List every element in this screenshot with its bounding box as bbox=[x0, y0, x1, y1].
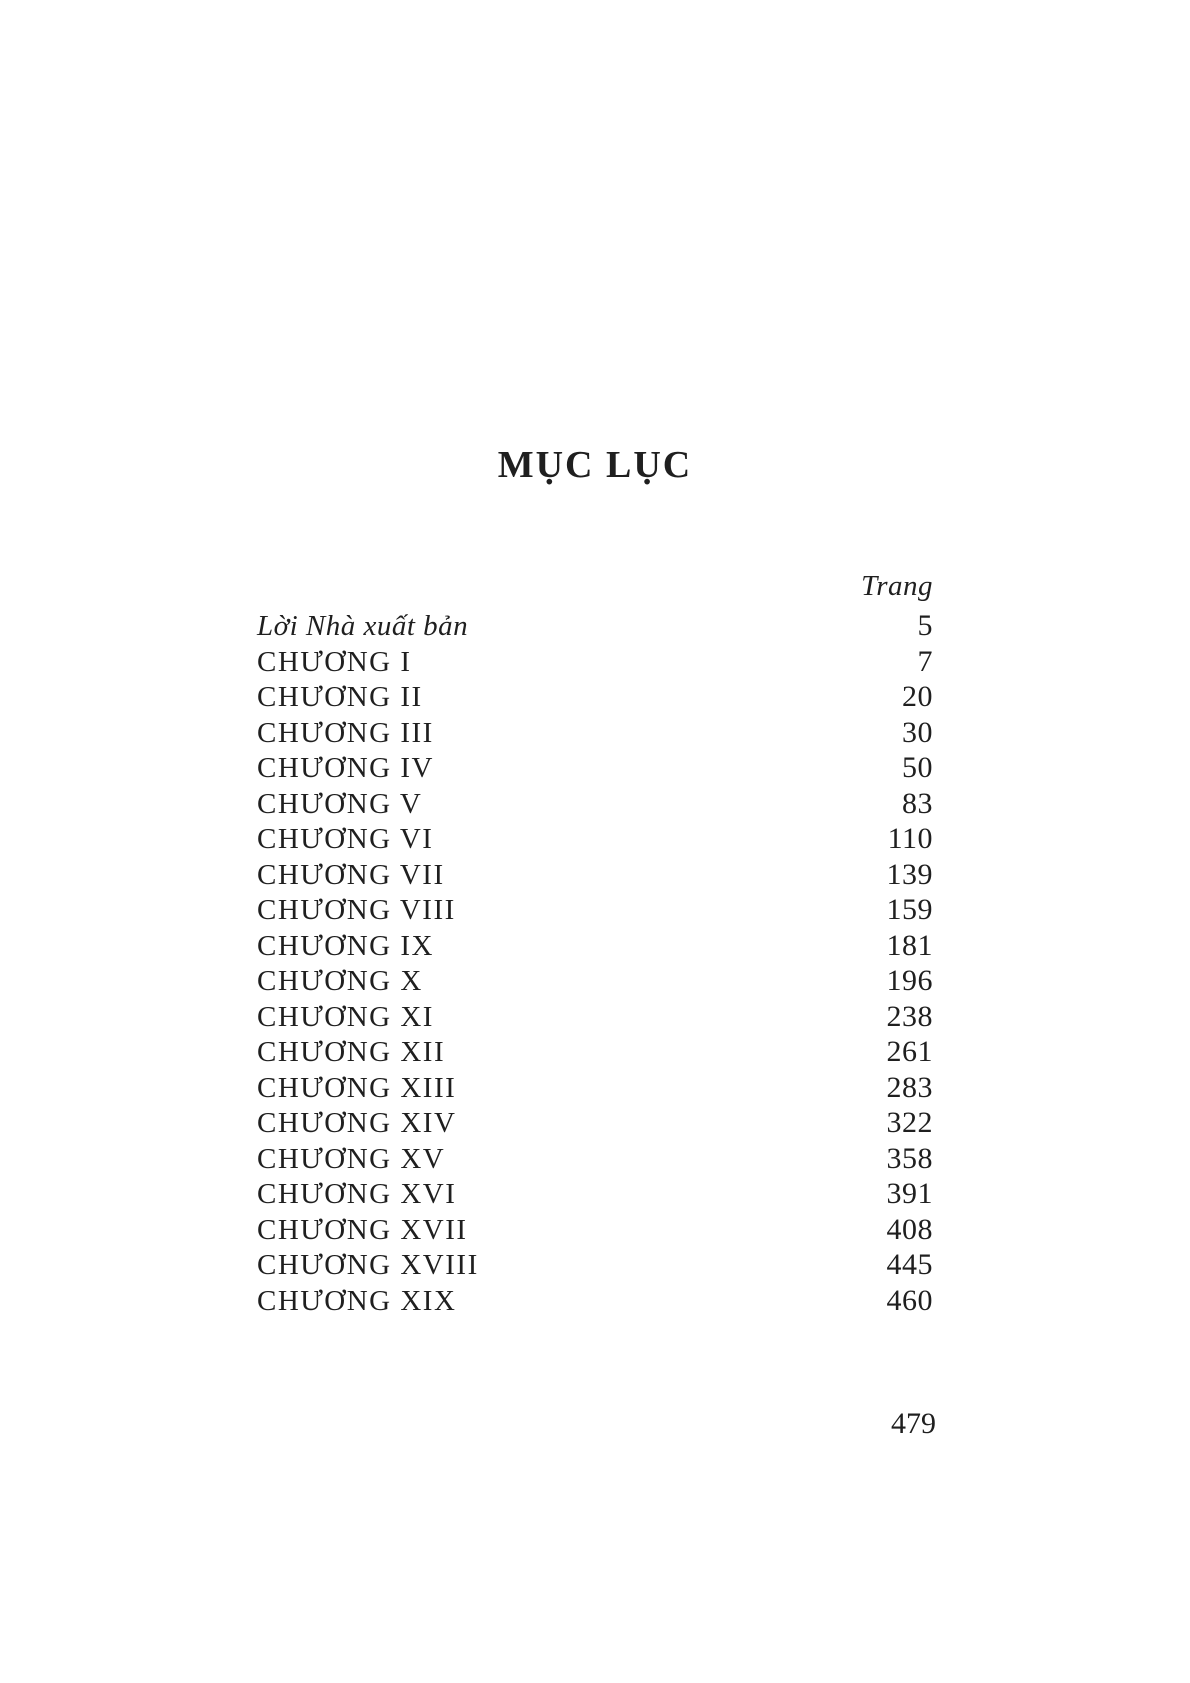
toc-entry-page: 408 bbox=[886, 1212, 933, 1246]
toc-row bbox=[257, 1283, 933, 1319]
toc-entry-page: 7 bbox=[917, 644, 933, 678]
toc-row bbox=[257, 1034, 933, 1070]
toc-entry-label: CHƯƠNG I bbox=[257, 645, 412, 678]
toc-entry-page: 5 bbox=[917, 609, 933, 642]
toc-entry-label: CHƯƠNG II bbox=[257, 681, 423, 713]
toc-entry-label: CHƯƠNG III bbox=[257, 716, 434, 749]
footer-page-number: 479 bbox=[891, 1407, 936, 1440]
toc-entry-page: 358 bbox=[886, 1141, 933, 1175]
toc-row bbox=[257, 608, 933, 644]
toc-entry-label: CHƯƠNG XVI bbox=[257, 1178, 457, 1210]
toc-row bbox=[257, 1141, 933, 1177]
toc-row bbox=[257, 750, 933, 786]
toc-row bbox=[257, 715, 933, 751]
toc-entry-label: CHƯƠNG XIII bbox=[257, 1071, 457, 1104]
toc-entry-page: 460 bbox=[886, 1283, 933, 1317]
toc-entry-page: 283 bbox=[886, 1070, 933, 1104]
toc-entry-label: CHƯƠNG XVIII bbox=[257, 1249, 479, 1281]
toc-row bbox=[257, 679, 933, 715]
toc-entry-page: 139 bbox=[886, 857, 933, 891]
toc-entry-label: CHƯƠNG XVII bbox=[257, 1213, 468, 1246]
toc-entry-label: CHƯƠNG XIX bbox=[257, 1284, 457, 1317]
page-column-header: Trang bbox=[861, 570, 933, 602]
toc-entry-label: Lời Nhà xuất bản bbox=[257, 610, 469, 642]
page-title: MỤC LỤC bbox=[497, 444, 693, 486]
toc-content bbox=[257, 568, 933, 1318]
toc-entry-label: CHƯƠNG XIV bbox=[257, 1107, 457, 1139]
toc-entry-label: CHƯƠNG VI bbox=[257, 823, 434, 855]
toc-entry-page: 261 bbox=[886, 1035, 933, 1068]
toc-entry-page: 110 bbox=[887, 822, 933, 855]
toc-entry-label: CHƯƠNG V bbox=[257, 787, 423, 820]
toc-entry-page: 159 bbox=[886, 893, 933, 926]
toc-entry-page: 196 bbox=[886, 964, 933, 997]
toc-entry-label: CHƯƠNG X bbox=[257, 965, 423, 997]
toc-row bbox=[257, 1212, 933, 1248]
toc-row bbox=[257, 1247, 933, 1283]
toc-entry-page: 445 bbox=[886, 1248, 933, 1281]
toc-entry-page: 238 bbox=[886, 999, 933, 1033]
toc-list bbox=[257, 608, 933, 1318]
toc-row bbox=[257, 928, 933, 964]
toc-entry-page: 20 bbox=[902, 680, 933, 713]
toc-entry-page: 30 bbox=[902, 715, 933, 749]
toc-entry-page: 322 bbox=[886, 1106, 933, 1139]
toc-row bbox=[257, 1070, 933, 1106]
toc-entry-label: CHƯƠNG IV bbox=[257, 752, 434, 784]
toc-entry-label: CHƯƠNG VIII bbox=[257, 894, 456, 926]
toc-entry-page: 391 bbox=[886, 1177, 933, 1210]
toc-entry-label: CHƯƠNG XV bbox=[257, 1142, 446, 1175]
toc-entry-label: CHƯƠNG VII bbox=[257, 858, 445, 891]
toc-row bbox=[257, 821, 933, 857]
toc-row bbox=[257, 857, 933, 893]
toc-row bbox=[257, 644, 933, 680]
toc-row bbox=[257, 1105, 933, 1141]
toc-row bbox=[257, 1176, 933, 1212]
toc-entry-page: 50 bbox=[902, 751, 933, 784]
toc-row bbox=[257, 892, 933, 928]
toc-row bbox=[257, 786, 933, 822]
toc-entry-page: 83 bbox=[902, 786, 933, 820]
toc-row bbox=[257, 963, 933, 999]
toc-entry-label: CHƯƠNG XII bbox=[257, 1036, 446, 1068]
toc-entry-label: CHƯƠNG IX bbox=[257, 929, 434, 962]
toc-row bbox=[257, 999, 933, 1035]
toc-entry-page: 181 bbox=[886, 928, 933, 962]
toc-entry-label: CHƯƠNG XI bbox=[257, 1000, 434, 1033]
